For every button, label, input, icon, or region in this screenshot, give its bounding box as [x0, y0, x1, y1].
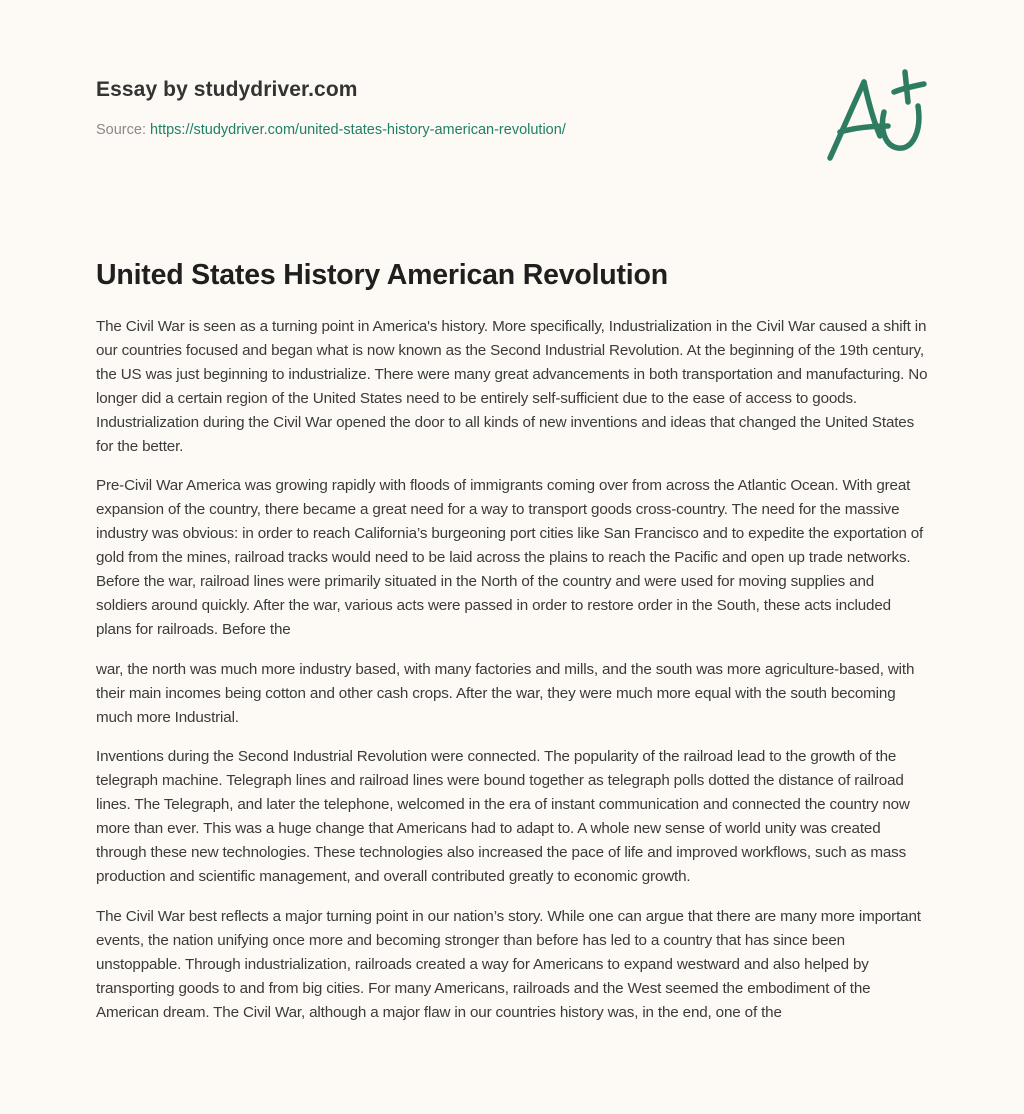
paragraph: war, the north was much more industry based, with many factories and mills, and the south was more agriculture-based, with their main incomes being cotton and other cash crops. After the war, they were much more equal with the south becoming much more Industrial. [96, 661, 915, 726]
paragraph: The Civil War best reflects a major turning point in our nation’s story. While one can argue that there are many more important events, the nation unifying once more and becoming stronger than before has led to a country that has since been unstoppable. Through industrialization, railroads created a way for Americans to expand westward and also helped by transporting goods to and from big cities. For many Americans, railroads and the West seemed the embodiment of the American dream. The Civil War, although a major flaw in our countries history was, in the end, one of the [96, 908, 921, 1021]
essay-body [96, 315, 928, 1039]
page-header [96, 74, 796, 140]
source-line [96, 120, 796, 140]
source-label: Source: [96, 122, 150, 138]
site-title: Essay by studydriver.com [96, 78, 358, 101]
paragraph: Inventions during the Second Industrial Revolution were connected. The popularity of the railroad lead to the growth of the telegraph machine. Telegraph lines and railroad lines were bound together as telegraph polls dotted the distance of railroad lines. The Telegraph, and later the telephone, welcomed in the era of instant communication and connected the country now more than ever. This was a huge change that Americans had to adapt to. A whole new sense of world unity was created through these new technologies. These technologies also increased the pace of life and improved workflows, such as mass production and scientific management, and overall contributed greatly to economic growth. [96, 748, 910, 885]
paragraph: The Civil War is seen as a turning point in America's history. More specifically, Industrialization in the Civil War caused a shift in our countries focused and began what is now known as the Second Industrial Revolution. At the beginning of the 19th century, the US was just beginning to industrialize. There were many great advancements in both transportation and manufacturing. No longer did a certain region of the United States need to be entirely self-sufficient due to the ease of access to goods. Industrialization during the Civil War opened the door to all kinds of new inventions and ideas that changed the United States for the better. [96, 318, 928, 455]
paragraph: Pre-Civil War America was growing rapidly with floods of immigrants coming over from across the Atlantic Ocean. With great expansion of the country, there became a great need for a way to transport goods cross-country. The need for the massive industry was obvious: in order to reach California’s burgeoning port cities like San Francisco and to expedite the exportation of gold from the mines, railroad tracks would need to be laid across the plains to reach the Pacific and open up trade networks. Before the war, railroad lines were primarily situated in the North of the country and were used for moving supplies and soldiers around quickly. After the war, various acts were passed in order to restore order in the South, these acts included plans for railroads. Before the [96, 477, 924, 638]
document-title: United States History American Revolution [96, 259, 668, 291]
source-link[interactable]: https://studydriver.com/united-states-history-american-revolution/ [150, 122, 566, 138]
a-plus-grade-icon [818, 66, 936, 166]
